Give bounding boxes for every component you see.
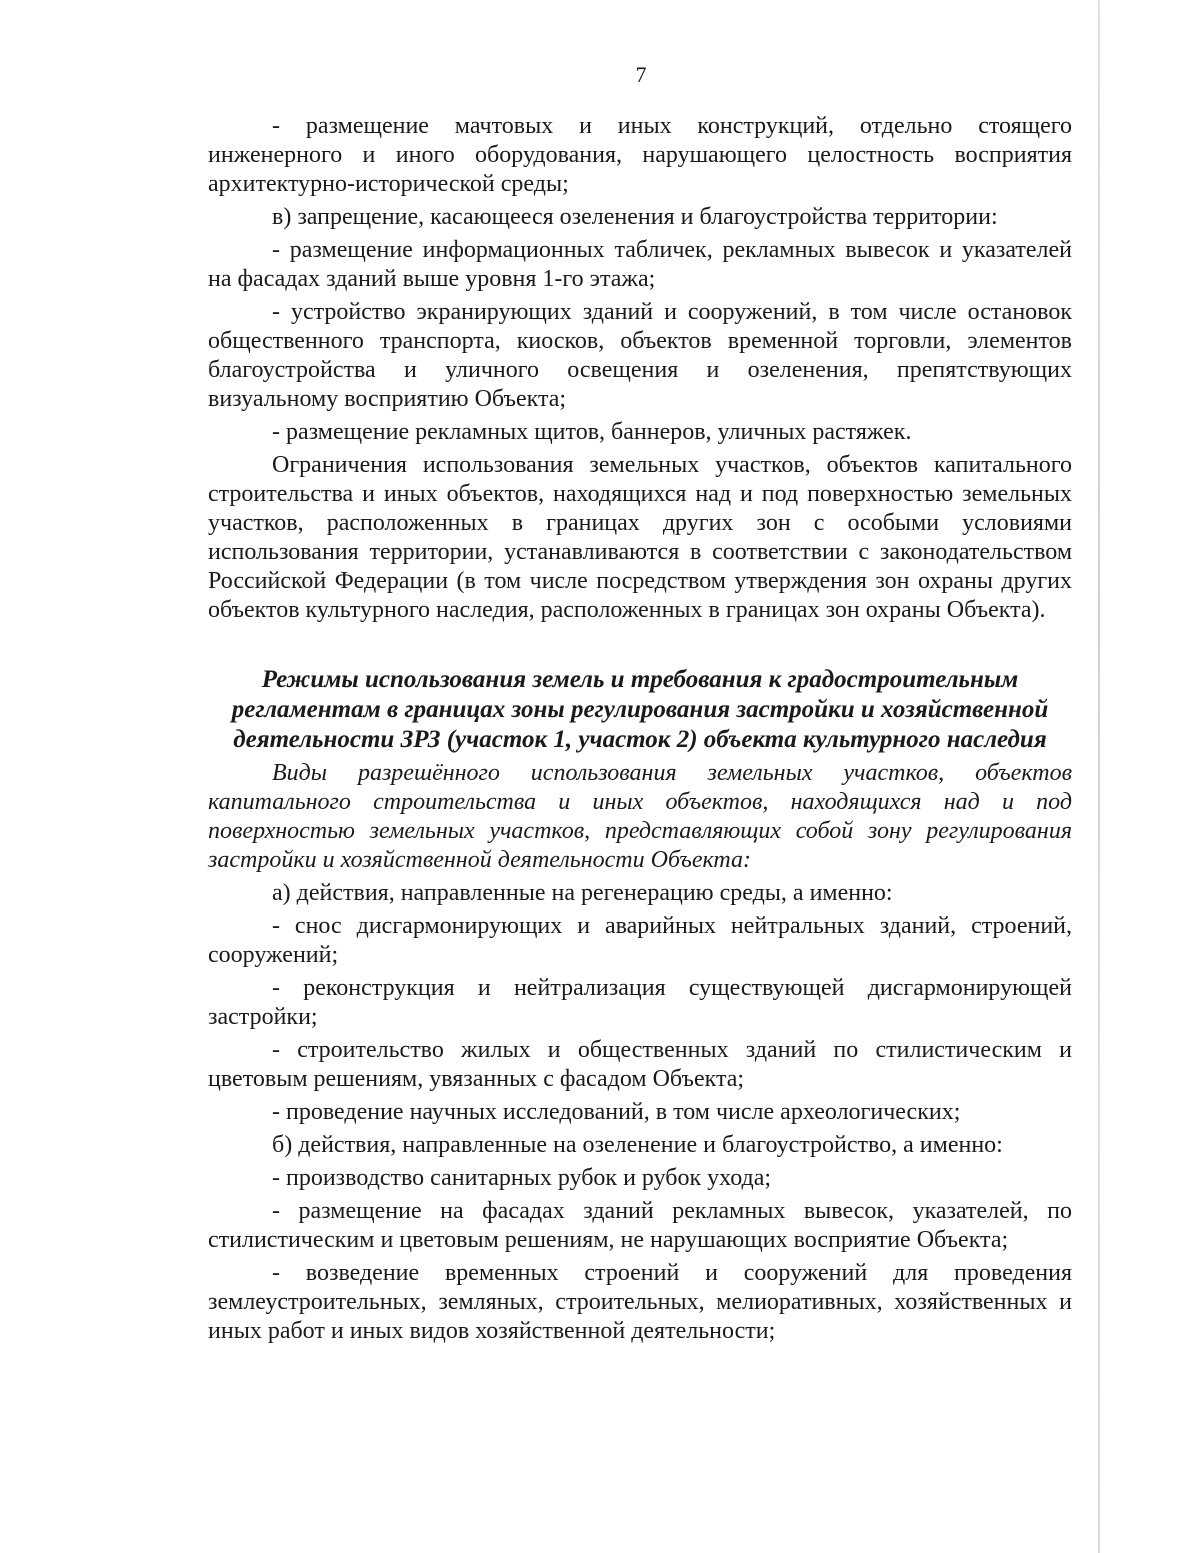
paragraph: - устройство экранирующих зданий и сооружений, в том числе остановок общественного транспорта, киосков, объектов временной торговли, элементов благоустройства и уличного освещения и озеленения, препятствующих визуальному восприятию Объекта;: [208, 299, 1072, 412]
paragraph: - размещение мачтовых и иных конструкций, отдельно стоящего инженерного и иного оборудования, нарушающего целостность восприятия архитектурно-исторической среды;: [208, 113, 1072, 197]
paragraph: - строительство жилых и общественных зданий по стилистическим и цветовым решениям, увязанных с фасадом Объекта;: [208, 1037, 1072, 1092]
scan-edge-line: [1098, 0, 1100, 1553]
section-title: Режимы использования земель и требования к градостроительным регламентам в границах зоны регулирования застройки и хозяйственной деятельности ЗРЗ (участок 1, участок 2) объекта культурного наследия: [231, 666, 1049, 753]
paragraph: - проведение научных исследований, в том числе археологических;: [272, 1099, 961, 1125]
paragraph: - размещение информационных табличек, рекламных вывесок и указателей на фасадах зданий выше уровня 1-го этажа;: [208, 237, 1072, 292]
paragraph: а) действия, направленные на регенерацию среды, а именно:: [272, 880, 893, 906]
paragraph: - возведение временных строений и сооружений для проведения землеустроительных, земляных, строительных, мелиоративных, хозяйственных и иных работ и иных видов хозяйственной деятельности;: [208, 1260, 1072, 1344]
paragraph: в) запрещение, касающееся озеленения и благоустройства территории:: [272, 204, 998, 230]
paragraph: - размещение рекламных щитов, баннеров, уличных растяжек.: [272, 419, 912, 445]
document-page: [208, 112, 1072, 1350]
paragraph: - снос дисгармонирующих и аварийных нейтральных зданий, строений, сооружений;: [208, 913, 1072, 968]
paragraph: Ограничения использования земельных участков, объектов капитального строительства и иных объектов, находящихся над и под поверхностью земельных участков, расположенных в границах других зон с особыми условиями использования территории, устанавливаются в соответствии с законодательством Российской Федерации (в том числе посредством утверждения зон охраны других объектов культурного наследия, расположенных в границах зон охраны Объекта).: [208, 452, 1072, 623]
paragraph: - размещение на фасадах зданий рекламных вывесок, указателей, по стилистическим и цветовым решениям, не нарушающих восприятие Объекта;: [208, 1198, 1072, 1253]
intro-paragraph: Виды разрешённого использования земельных участков, объектов капитального строительства и иных объектов, находящихся над и под поверхностью земельных участков, представляющих собой зону регулирования застройки и хозяйственной деятельности Объекта:: [208, 760, 1072, 873]
page-number: 7: [635, 62, 647, 87]
paragraph: - производство санитарных рубок и рубок ухода;: [272, 1165, 772, 1191]
paragraph: б) действия, направленные на озеленение и благоустройство, а именно:: [272, 1132, 1003, 1158]
paragraph: - реконструкция и нейтрализация существующей дисгармонирующей застройки;: [208, 975, 1072, 1030]
